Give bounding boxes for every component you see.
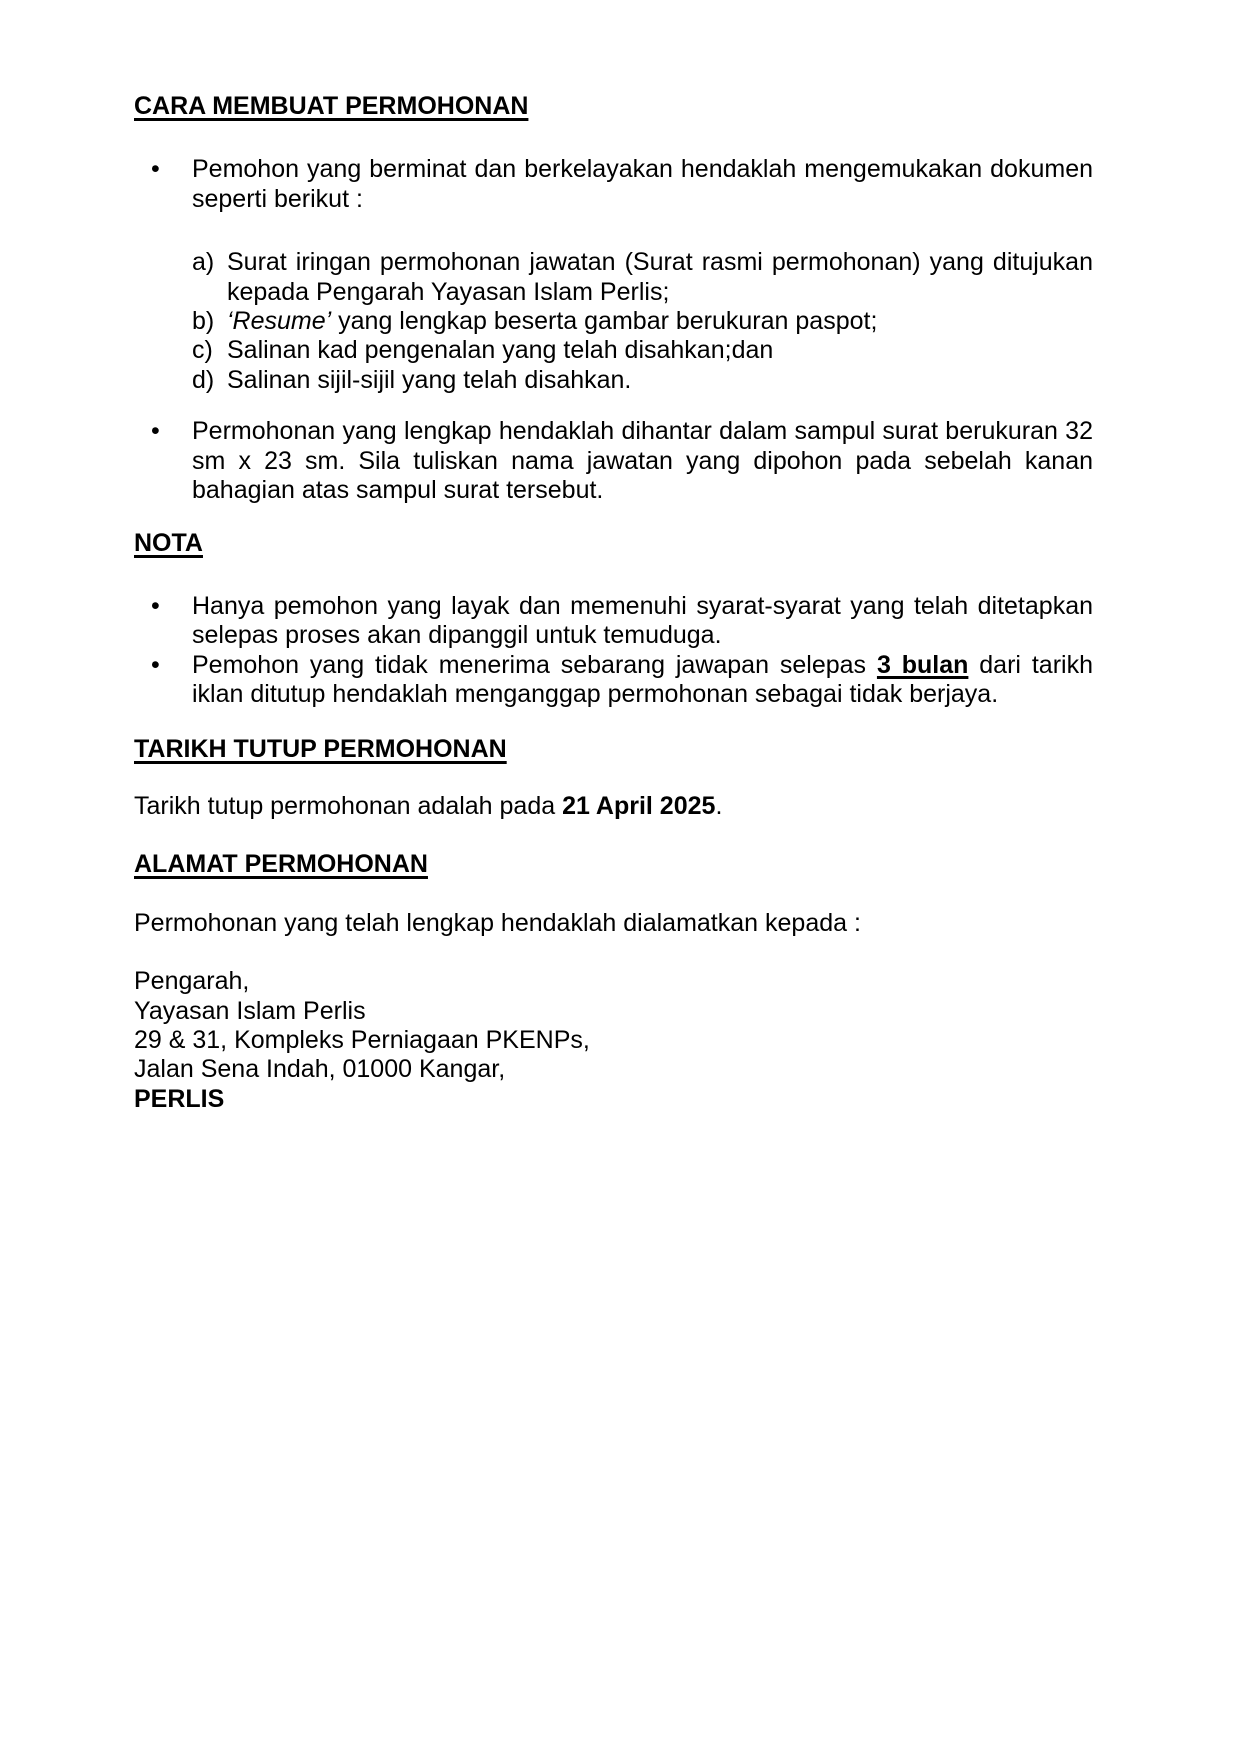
text-segment: seperti berikut : — [192, 184, 363, 213]
section-heading-text: CARA MEMBUAT PERMOHONAN — [134, 92, 529, 120]
text-segment: Salinan sijil-sijil yang telah disahkan. — [227, 365, 632, 394]
text-segment: Surat iringan permohonan jawatan (Surat rasmi permohonan) yang ditujukan — [227, 248, 1093, 277]
text-lines — [227, 336, 1093, 365]
bullet-marker: • — [151, 155, 160, 184]
text-line — [227, 336, 1093, 365]
bullet-pemohon-layak — [134, 592, 1093, 651]
text-lines — [192, 417, 1093, 505]
address-block — [134, 967, 1093, 1114]
alpha-list-marker: c) — [192, 336, 213, 365]
text-lines — [227, 366, 1093, 395]
text-line — [134, 1026, 1093, 1055]
heading-alamat — [134, 850, 1093, 879]
text-segment: Hanya pemohon yang layak dan memenuhi syarat-syarat yang telah ditetapkan — [192, 591, 1093, 620]
heading-nota — [134, 529, 1093, 558]
alpha-item-b — [134, 307, 1093, 336]
bullet-marker: • — [151, 417, 160, 446]
alpha-item-c — [134, 336, 1093, 365]
alpha-item-d — [134, 366, 1093, 395]
text-line — [192, 651, 1093, 680]
text-segment: Jalan Sena Indah, 01000 Kangar, — [134, 1055, 506, 1084]
text-lines — [134, 909, 1093, 938]
text-line — [192, 447, 1093, 476]
text-segment: ‘Resume’ — [227, 307, 332, 336]
text-lines — [227, 248, 1093, 307]
text-segment: . — [715, 791, 723, 820]
bullet-dokumen — [134, 155, 1093, 214]
text-line — [192, 155, 1093, 184]
text-line — [134, 909, 1093, 938]
section-heading-text: TARIKH TUTUP PERMOHONAN — [134, 734, 507, 763]
text-lines — [134, 792, 1093, 821]
text-line — [192, 592, 1093, 621]
para-alamat-intro — [134, 909, 1093, 938]
heading-cara-membuat-permohonan — [134, 92, 1093, 121]
heading-tarikh-tutup — [134, 735, 1093, 764]
text-segment: kepada Pengarah Yayasan Islam Perlis; — [227, 277, 670, 306]
text-segment: 29 & 31, Kompleks Perniagaan PKENPs, — [134, 1025, 590, 1054]
text-line — [134, 967, 1093, 996]
text-segment: Pemohon yang berminat dan berkelayakan hendaklah mengemukakan dokumen — [192, 155, 1093, 184]
text-segment: yang lengkap beserta gambar berukuran paspot; — [331, 307, 878, 336]
text-line — [227, 307, 1093, 336]
text-line — [227, 278, 1093, 307]
text-line — [192, 476, 1093, 505]
text-segment: Permohonan yang telah lengkap hendaklah dialamatkan kepada : — [134, 908, 861, 937]
section-heading-text: NOTA — [134, 529, 203, 558]
text-segment: 3 bulan — [876, 650, 969, 679]
text-segment: Yayasan Islam Perlis — [134, 996, 366, 1025]
text-line — [134, 997, 1093, 1026]
text-line — [134, 1085, 1093, 1114]
text-segment: selepas proses akan dipanggil untuk temuduga. — [192, 621, 722, 650]
alpha-list-marker: b) — [192, 307, 215, 336]
text-line — [192, 185, 1093, 214]
text-line — [134, 792, 1093, 821]
text-line — [192, 417, 1093, 446]
text-segment: dari tarikh — [968, 650, 1093, 679]
text-segment: Permohonan yang lengkap hendaklah dihantar dalam sampul surat berukuran 32 — [192, 417, 1093, 446]
para-tarikh-tutup — [134, 792, 1093, 821]
bullet-marker: • — [151, 591, 160, 620]
bullet-tiada-jawapan — [134, 651, 1093, 710]
text-segment: Pemohon yang tidak menerima sebarang jawapan selepas — [192, 650, 877, 679]
bullet-sampul-surat — [134, 417, 1093, 505]
text-lines — [227, 307, 1093, 336]
text-lines — [192, 155, 1093, 214]
text-line — [134, 1055, 1093, 1084]
text-segment: PERLIS — [134, 1084, 225, 1113]
text-line — [192, 680, 1093, 709]
text-segment: 21 April 2025 — [562, 791, 716, 820]
text-lines — [134, 967, 1093, 1114]
text-line — [227, 366, 1093, 395]
bullet-marker: • — [151, 650, 160, 679]
alpha-list-marker: a) — [192, 248, 215, 277]
text-segment: iklan ditutup hendaklah menganggap permohonan sebagai tidak berjaya. — [192, 680, 999, 709]
text-segment: Tarikh tutup permohonan adalah pada — [134, 791, 563, 820]
text-line — [192, 621, 1093, 650]
section-heading-text: ALAMAT PERMOHONAN — [134, 850, 428, 879]
text-segment: sm x 23 sm. Sila tuliskan nama jawatan yang dipohon pada sebelah kanan — [192, 446, 1093, 475]
text-line — [227, 248, 1093, 277]
alpha-list-marker: d) — [192, 365, 215, 394]
text-lines — [192, 651, 1093, 710]
alpha-item-a — [134, 248, 1093, 307]
text-lines — [192, 592, 1093, 651]
text-segment: Pengarah, — [134, 967, 250, 996]
text-segment: Salinan kad pengenalan yang telah disahkan;dan — [227, 336, 774, 365]
text-segment: bahagian atas sampul surat tersebut. — [192, 476, 604, 505]
